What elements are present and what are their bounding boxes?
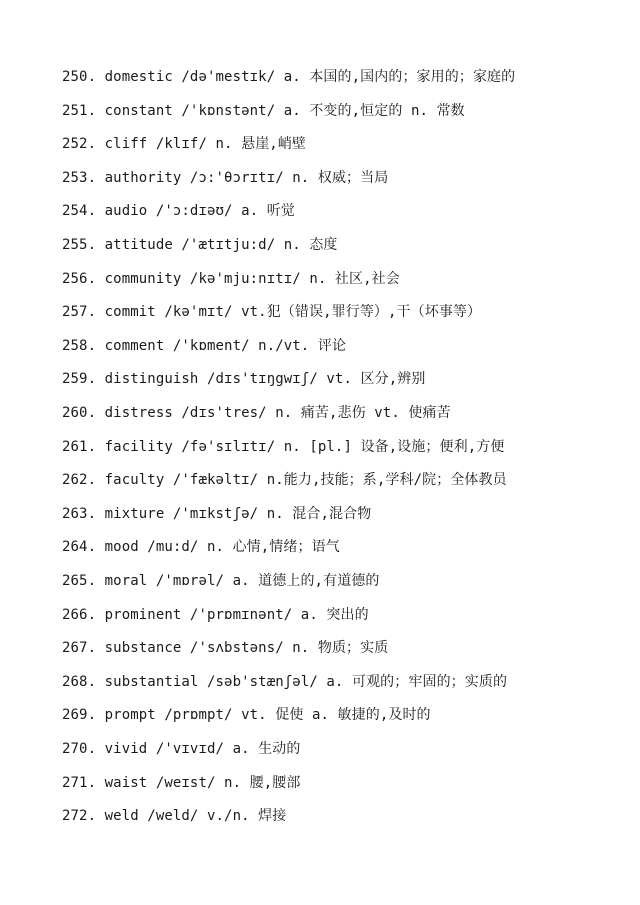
vocab-entry-258: 258. comment /'kɒment/ n./vt. 评论 (62, 338, 347, 354)
vocab-entry-266: 266. prominent /'prɒmɪnənt/ a. 突出的 (62, 607, 369, 623)
vocab-entry-253: 253. authority /ɔ:'θɔrɪtɪ/ n. 权威；当局 (62, 170, 389, 186)
vocab-entry-268: 268. substantial /səb'stænʃəl/ a. 可观的；牢固的；实质的 (62, 674, 508, 690)
vocab-entry-263: 263. mixture /'mɪkstʃə/ n. 混合,混合物 (62, 506, 372, 522)
vocab-entry-250: 250. domestic /də'mestɪk/ a. 本国的,国内的；家用的；家庭的 (62, 69, 516, 85)
vocab-entry-255: 255. attitude /'ætɪtju:d/ n. 态度 (62, 237, 338, 253)
vocab-entry-262: 262. faculty /'fækəltɪ/ n.能力,技能；系,学科/院；全体教员 (62, 472, 507, 488)
vocab-entry-257: 257. commit /kə'mɪt/ vt.犯（错误,罪行等）,干（坏事等） (62, 304, 482, 320)
vocab-entry-267: 267. substance /'sʌbstəns/ n. 物质；实质 (62, 640, 389, 656)
vocab-entry-270: 270. vivid /'vɪvɪd/ a. 生动的 (62, 741, 301, 757)
vocab-entry-251: 251. constant /'kɒnstənt/ a. 不变的,恒定的 n. 常数 (62, 103, 465, 119)
vocab-entry-256: 256. community /kə'mju:nɪtɪ/ n. 社区,社会 (62, 271, 400, 287)
vocab-entry-252: 252. cliff /klɪf/ n. 悬崖,峭壁 (62, 136, 307, 152)
vocab-entry-269: 269. prompt /prɒmpt/ vt. 促使 a. 敏捷的,及时的 (62, 707, 431, 723)
vocab-entry-265: 265. moral /'mɒrəl/ a. 道德上的,有道德的 (62, 573, 380, 589)
vocab-entry-261: 261. facility /fə'sɪlɪtɪ/ n. [pl.] 设备,设施；便利,方便 (62, 439, 505, 455)
vocab-entry-259: 259. distinguish /dɪs'tɪŋgwɪʃ/ vt. 区分,辨别 (62, 371, 426, 387)
vocab-entry-254: 254. audio /'ɔ:dɪəʊ/ a. 听觉 (62, 203, 295, 219)
vocab-entry-271: 271. waist /weɪst/ n. 腰,腰部 (62, 775, 301, 791)
vocab-entry-272: 272. weld /weld/ v./n. 焊接 (62, 808, 287, 824)
vocab-entry-260: 260. distress /dɪs'tres/ n. 痛苦,悲伤 vt. 使痛苦 (62, 405, 451, 421)
vocab-entry-264: 264. mood /mu:d/ n. 心情,情绪；语气 (62, 539, 340, 555)
